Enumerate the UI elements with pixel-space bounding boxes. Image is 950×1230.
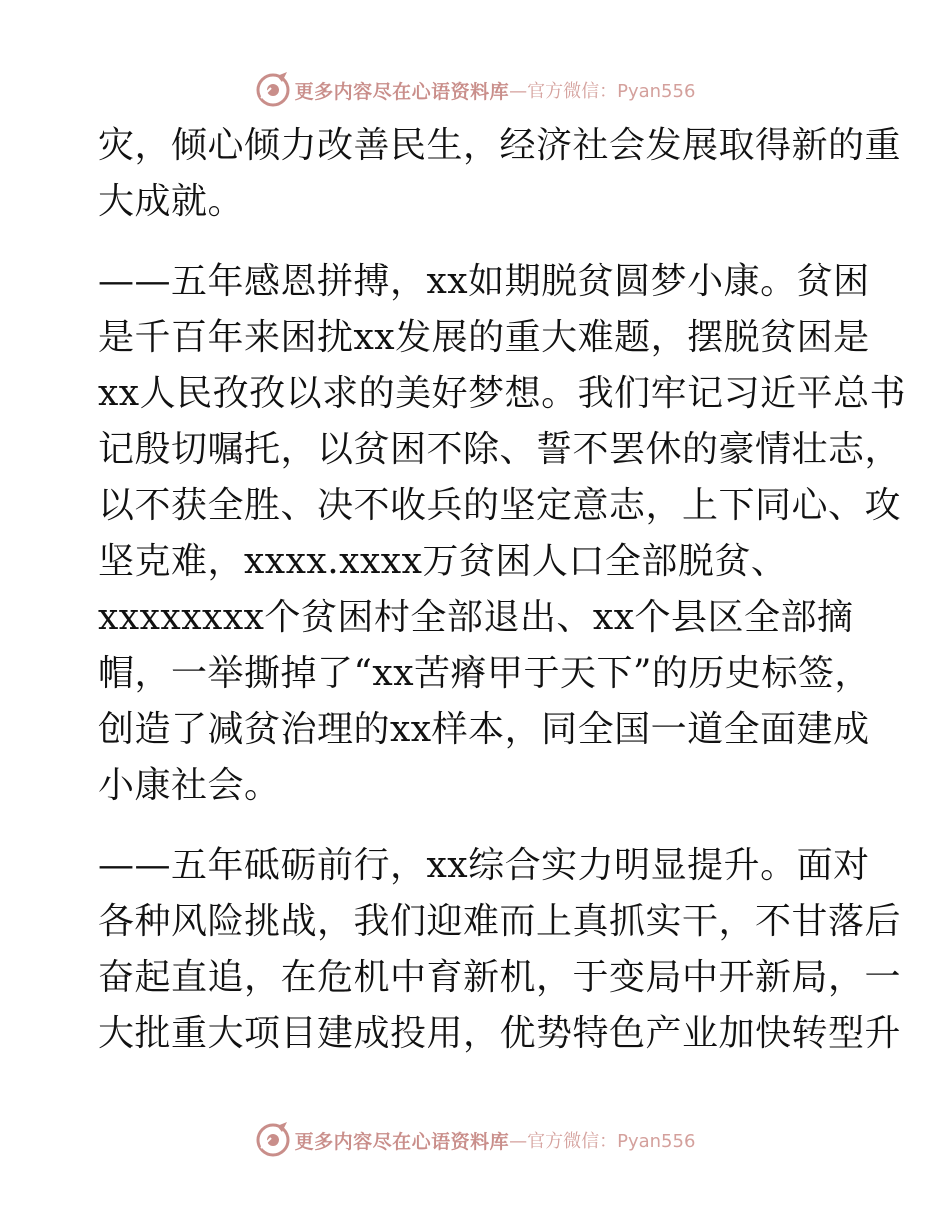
text-line: 奋起直追，在危机中育新机，于变局中开新局，一 [98,957,902,998]
text-line: 小康社会。 [98,765,281,806]
text-line: 灾，倾心倾力改善民生，经济社会发展取得新的重 [98,125,902,166]
text-line: 创造了减贫治理的xx样本，同全国一道全面建成 [98,709,870,750]
footer-watermark [0,1120,950,1160]
text-line: 记殷切嘱托，以贫困不除、誓不罢休的豪情壮志， [98,429,902,470]
watermark-main-text: 更多内容尽在心语资料库 [294,80,510,103]
text-line: 大成就。 [98,181,245,222]
text-line: ——五年感恩拼搏，xx如期脱贫圆梦小康。贫困 [98,261,870,302]
text-line: 是千百年来困扰xx发展的重大难题，摆脱贫困是 [98,317,870,358]
watermark-main-text: 更多内容尽在心语资料库 [294,1130,510,1153]
text-line: xx人民孜孜以求的美好梦想。我们牢记习近平总书 [98,373,907,414]
text-line: ——五年砥砺前行，xx综合实力明显提升。面对 [98,845,870,886]
watermark-sub-text: —官方微信：Pyan556 [509,81,696,102]
paragraph-2 [98,254,907,814]
watermark-sub-text: —官方微信：Pyan556 [509,1131,696,1152]
paragraph-1 [98,118,902,230]
text-line: 各种风险挑战，我们迎难而上真抓实干，不甘落后 [98,901,902,942]
text-line: 大批重大项目建成投用，优势特色产业加快转型升 [98,1013,902,1054]
text-line: 坚克难，xxxx.xxxx万贫困人口全部脱贫、 [98,541,788,582]
text-line: xxxxxxxx个贫困村全部退出、xx个县区全部摘 [98,597,854,638]
text-line: 以不获全胜、决不收兵的坚定意志，上下同心、攻 [98,485,902,526]
paragraph-3 [98,838,902,1062]
logo-icon [255,1122,291,1158]
logo-icon [255,72,291,108]
text-line: 帽，一举撕掉了“xx苦瘠甲于天下”的历史标签， [98,653,871,694]
header-watermark [0,70,950,110]
document-body [98,118,907,1062]
